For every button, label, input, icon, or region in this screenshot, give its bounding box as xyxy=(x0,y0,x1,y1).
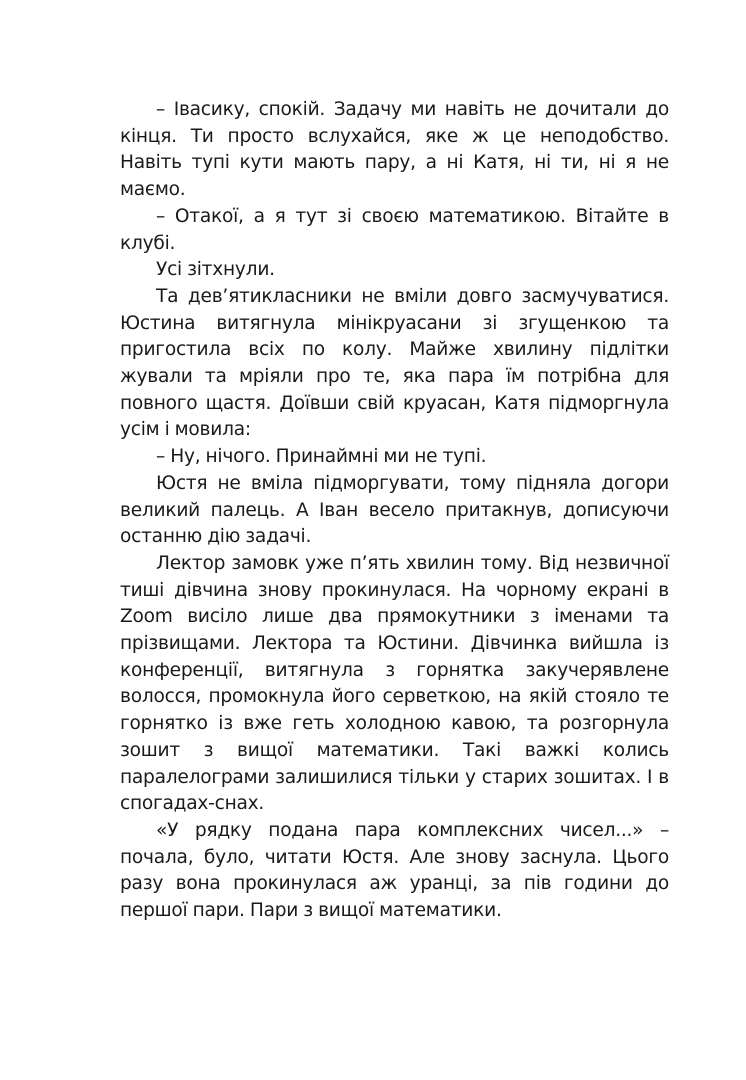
paragraph-4: Та дев’ятикласники не вміли довго засмучуватися. Юстина витягнула мінікруасани зі згущенкою та пригостила всіх по колу. Майже хвилину підлітки жували та мріяли про те, яка пара їм потрібна для повного щастя. Доївши свій круасан, Катя підморгнула усім і мовила: xyxy=(120,285,669,441)
book-page-text xyxy=(120,97,669,925)
paragraph-8: «У рядку подана пара комплексних чисел...» – почала, було, читати Юстя. Але знову заснула. Цього разу вона прокинулася аж уранці, за пів години до першої пари. Пари з вищої математики. xyxy=(120,819,669,922)
paragraph-1: – Івасику, спокій. Задачу ми навіть не дочитали до кінця. Ти просто вслухайся, яке ж це неподобство. Навіть тупі кути мають пару, а ні Катя, ні ти, ні я не маємо. xyxy=(120,99,669,201)
paragraph-6: Юстя не вміла підморгувати, тому підняла догори великий палець. А Іван весело притакнув, дописуючи останню дію задачі. xyxy=(120,472,669,548)
paragraph-2: – Отакої, а я тут зі своєю математикою. Вітайте в клубі. xyxy=(120,205,669,254)
paragraph-3: Усі зітхнули. xyxy=(156,259,275,281)
paragraph-7: Лектор замовк уже п’ять хвилин тому. Від незвичної тиші дівчина знову прокинулася. На чорному екрані в Zoom висіло лише два прямокутники з іменами та прізвищами. Лектора та Юстини. Дівчинка вийшла із конференції, витягнула з горнятка закучерявлене волосся, промокнула його серветкою, на якій стояло те горнятко із вже геть холодною кавою, та розгорнула зошит з вищої математики. Такі важкі колись паралелограми залишилися тільки у старих зошитах. І в спогадах-снах. xyxy=(120,552,669,815)
paragraph-5: – Ну, нічого. Принаймні ми не тупі. xyxy=(156,446,487,468)
